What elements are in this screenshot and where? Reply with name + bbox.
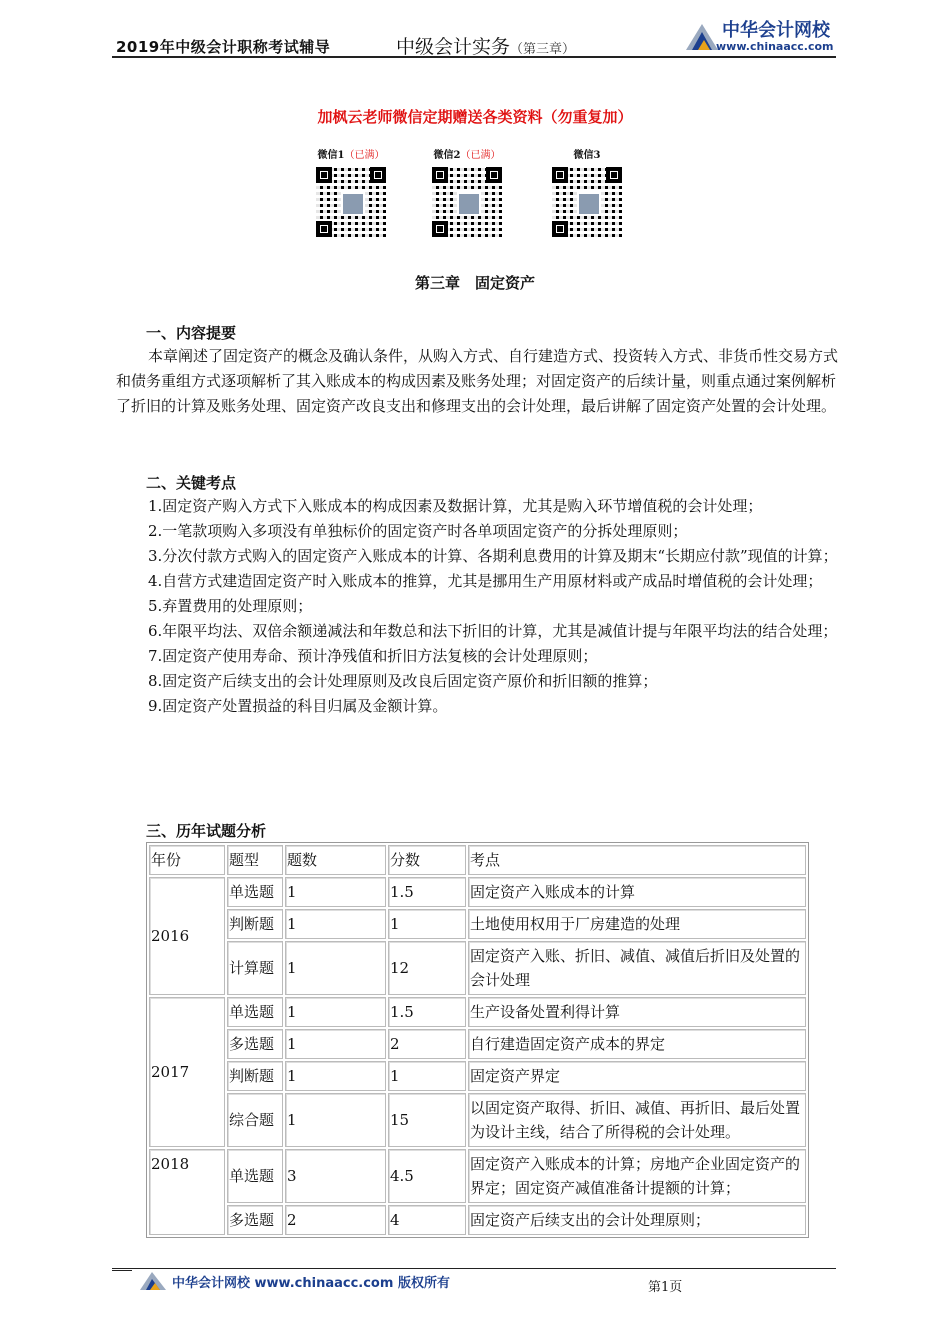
table-cell: 2 [285, 1205, 386, 1235]
table-cell: 判断题 [227, 1061, 283, 1091]
table-header-cell: 考点 [468, 845, 806, 875]
table-cell: 单选题 [227, 877, 283, 907]
table-row [149, 877, 806, 907]
footer-copyright: 中华会计网校 www.chinaacc.com 版权所有 [172, 1276, 450, 1291]
table-cell: 1 [285, 877, 386, 907]
header-subject [396, 32, 575, 59]
table-cell-year: 2018 [149, 1149, 225, 1235]
footer-logo-icon [138, 1268, 168, 1292]
qr-label-name: 微信1 [317, 150, 345, 161]
qr-code-icon [432, 167, 502, 237]
list-item: 6.年限平均法、双倍余额递减法和年数总和法下折旧的计算，尤其是减值计提与年限平均法的结合处理； [148, 622, 838, 640]
table-cell: 1.5 [388, 997, 466, 1027]
logo-url: www.chinaacc.com [716, 40, 834, 53]
list-item: 7.固定资产使用寿命、预计净残值和折旧方法复核的会计处理原则； [148, 647, 598, 665]
table-row [149, 997, 806, 1027]
table-cell: 单选题 [227, 1149, 283, 1203]
table-cell: 1 [285, 941, 386, 995]
qr-code-wechat-1 [306, 146, 396, 237]
table-cell: 固定资产入账成本的计算；房地产企业固定资产的界定；固定资产减值准备计提额的计算； [468, 1149, 806, 1203]
table-cell: 15 [388, 1093, 466, 1147]
summary-paragraph: 本章阐述了固定资产的概念及确认条件，从购入方式、自行建造方式、投资转入方式、非货币性交易方式和债务重组方式逐项解析了其入账成本的构成因素及账务处理；对固定资产的后续计量，则重点通过案例解析了折旧的计算及账务处理、固定资产改良支出和修理支出的会计处理，最后讲解了固定资产处置的会计处理。 [116, 347, 839, 415]
qr-label-name: 微信3 [573, 150, 601, 161]
table-cell: 单选题 [227, 997, 283, 1027]
qr-label-name: 微信2 [433, 150, 461, 161]
list-item: 5.弃置费用的处理原则； [148, 597, 313, 615]
brand-logo [682, 14, 842, 58]
list-item: 4.自营方式建造固定资产时入账成本的推算，尤其是挪用生产用原材料或产成品时增值税的会计处理； [148, 572, 823, 590]
qr-label-note: （已满） [460, 150, 501, 161]
table-row [149, 1061, 806, 1091]
header-divider [112, 56, 836, 58]
qr-code-wechat-3 [542, 146, 632, 237]
page-number: 第1页 [648, 1280, 683, 1295]
table-header-cell: 年份 [149, 845, 225, 875]
table-row [149, 909, 806, 939]
table-cell: 1 [285, 909, 386, 939]
section-heading-summary: 一、内容提要 [146, 324, 237, 342]
table-header-cell: 题型 [227, 845, 283, 875]
table-cell: 3 [285, 1149, 386, 1203]
table-cell: 12 [388, 941, 466, 995]
table-cell: 1 [285, 1093, 386, 1147]
table-cell: 判断题 [227, 909, 283, 939]
list-item: 2.一笔款项购入多项没有单独标价的固定资产时各单项固定资产的分拆处理原则； [148, 522, 688, 540]
promo-banner: 加枫云老师微信定期赠送各类资料（勿重复加） [317, 108, 633, 126]
exam-history-table [146, 842, 809, 1238]
qr-label-note: （已满） [344, 150, 385, 161]
table-cell: 多选题 [227, 1205, 283, 1235]
table-cell-year: 2017 [149, 997, 225, 1147]
table-row [149, 1149, 806, 1203]
qr-label [306, 146, 396, 161]
table-cell: 多选题 [227, 1029, 283, 1059]
table-cell: 1 [285, 1061, 386, 1091]
table-row [149, 941, 806, 995]
list-item: 9.固定资产处置损益的科目归属及金额计算。 [148, 697, 448, 715]
table-cell: 4.5 [388, 1149, 466, 1203]
qr-code-icon [316, 167, 386, 237]
table-cell: 固定资产入账、折旧、减值、减值后折旧及处置的会计处理 [468, 941, 806, 995]
section-heading-history: 三、历年试题分析 [146, 822, 267, 840]
table-cell: 自行建造固定资产成本的界定 [468, 1029, 806, 1059]
table-cell: 2 [388, 1029, 466, 1059]
list-item: 8.固定资产后续支出的会计处理原则及改良后固定资产原价和折旧额的推算； [148, 672, 658, 690]
header-exam-title: 2019年中级会计职称考试辅导 [116, 38, 331, 56]
footer-divider [112, 1268, 836, 1269]
table-cell-year: 2016 [149, 877, 225, 995]
table-cell: 计算题 [227, 941, 283, 995]
table-header-cell: 题数 [285, 845, 386, 875]
footer-dash [112, 1270, 132, 1271]
table-cell: 1 [388, 909, 466, 939]
table-cell: 固定资产入账成本的计算 [468, 877, 806, 907]
table-cell: 综合题 [227, 1093, 283, 1147]
table-cell: 以固定资产取得、折旧、减值、再折旧、最后处置为设计主线，结合了所得税的会计处理。 [468, 1093, 806, 1147]
table-row [149, 1205, 806, 1235]
table-cell: 1 [388, 1061, 466, 1091]
header-chapter: （第三章） [510, 42, 576, 57]
list-item: 1.固定资产购入方式下入账成本的构成因素及数据计算，尤其是购入环节增值税的会计处理； [148, 497, 763, 515]
table-cell: 生产设备处置利得计算 [468, 997, 806, 1027]
qr-label [542, 146, 632, 161]
table-header-row [149, 845, 806, 875]
table-cell: 固定资产后续支出的会计处理原则； [468, 1205, 806, 1235]
table-cell: 1 [285, 1029, 386, 1059]
table-row [149, 1029, 806, 1059]
table-header-cell: 分数 [388, 845, 466, 875]
table-row [149, 1093, 806, 1147]
qr-label [422, 146, 512, 161]
qr-code-wechat-2 [422, 146, 512, 237]
chapter-title: 第三章 固定资产 [414, 274, 535, 292]
key-points-list [116, 494, 838, 719]
table-cell: 1 [285, 997, 386, 1027]
logo-name: 中华会计网校 [722, 20, 830, 41]
list-item: 3.分次付款方式购入的固定资产入账成本的计算、各期利息费用的计算及期末“长期应付款”现值的计算； [148, 547, 838, 565]
table-cell: 固定资产界定 [468, 1061, 806, 1091]
section-heading-key-points: 二、关键考点 [146, 474, 237, 492]
qr-code-icon [552, 167, 622, 237]
table-cell: 4 [388, 1205, 466, 1235]
header-subject-title: 中级会计实务 [396, 36, 511, 58]
table-cell: 土地使用权用于厂房建造的处理 [468, 909, 806, 939]
table-cell: 1.5 [388, 877, 466, 907]
